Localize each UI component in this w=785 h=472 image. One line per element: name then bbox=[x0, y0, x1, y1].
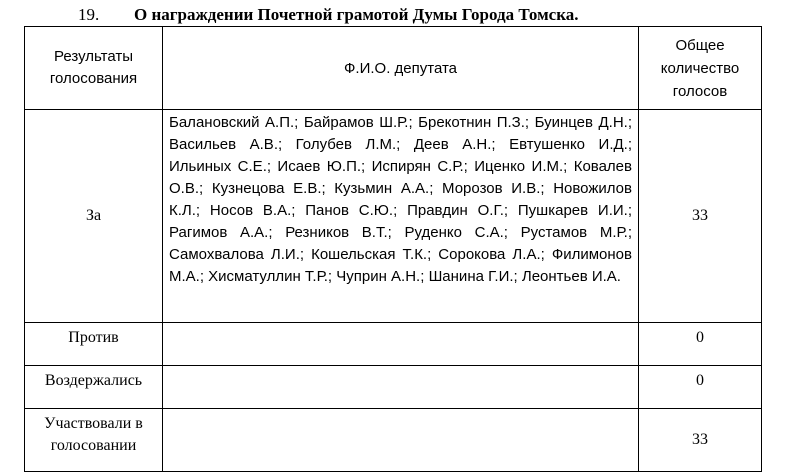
row-label: Участвовали в голосовании bbox=[25, 409, 163, 472]
row-count: 0 bbox=[639, 366, 762, 409]
row-count: 0 bbox=[639, 323, 762, 366]
table-row-against bbox=[25, 323, 762, 366]
voting-results-table bbox=[24, 26, 762, 472]
row-count: 33 bbox=[639, 409, 762, 472]
table-header-row bbox=[25, 27, 762, 110]
table-row-for bbox=[25, 110, 762, 323]
header-total: Общее количество голосов bbox=[639, 27, 762, 110]
agenda-item-number: 19. bbox=[78, 5, 100, 24]
header-deputy: Ф.И.О. депутата bbox=[163, 27, 639, 110]
row-names bbox=[163, 409, 639, 472]
row-names bbox=[163, 323, 639, 366]
table-row-abstained bbox=[25, 366, 762, 409]
row-label: За bbox=[25, 110, 163, 323]
row-names: Балановский А.П.; Байрамов Ш.Р.; Брекотнин П.З.; Буинцев Д.Н.; Васильев А.В.; Голубев Л.М.; Деев А.Н.; Евтушенко И.Д.; Ильиных С.Е.; Исаев Ю.П.; Испирян С.Р.; Иценко И.М.; Ковалев О.В.; Кузнецова Е.В.; Кузьмин А.А.; Морозов И.В.; Новожилов К.Л.; Носов В.А.; Панов С.Ю.; Правдин О.Г.; Пушкарев И.И.; Рагимов А.А.; Резников В.Т.; Руденко С.А.; Рустамов М.Р.; Самохвалова Л.И.; Кошельская Т.К.; Сорокова Л.А.; Филимонов М.А.; Хисматуллин Т.Р.; Чуприн А.Н.; Шанина Г.И.; Леонтьев И.А. bbox=[163, 110, 639, 323]
row-count: 33 bbox=[639, 110, 762, 323]
agenda-item-title: О награждении Почетной грамотой Думы Города Томска. bbox=[134, 5, 579, 24]
row-label: Воздержались bbox=[25, 366, 163, 409]
table-row-participated bbox=[25, 409, 762, 472]
header-results: Результаты голосования bbox=[25, 27, 163, 110]
agenda-item-heading bbox=[78, 4, 579, 26]
row-names bbox=[163, 366, 639, 409]
row-label: Против bbox=[25, 323, 163, 366]
